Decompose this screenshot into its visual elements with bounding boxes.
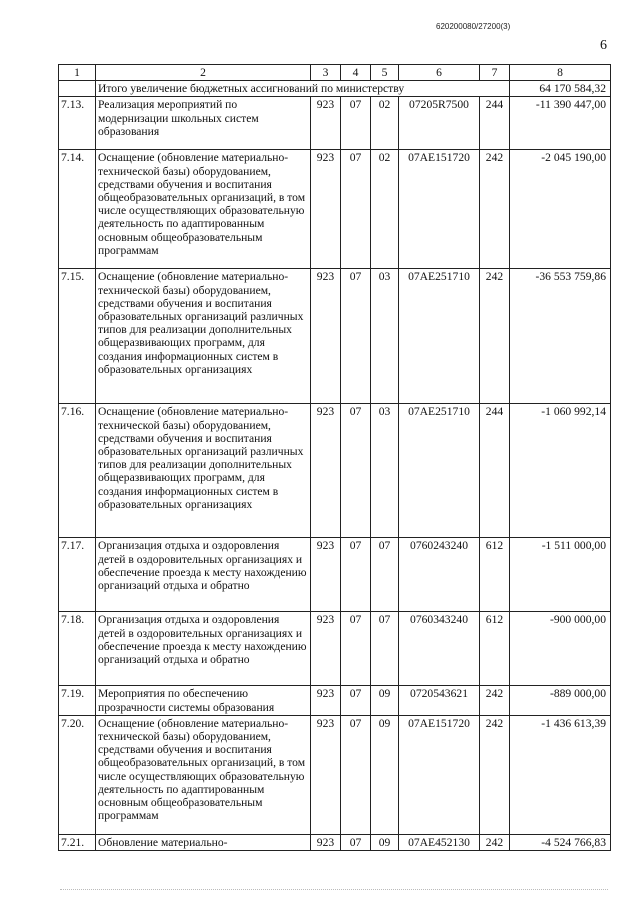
row-target-article: 07АЕ151720 <box>399 715 480 834</box>
row-name: Реализация мероприятий по модернизации школьных систем образования <box>96 97 311 150</box>
scan-edge-line <box>60 889 608 890</box>
row-name: Организация отдыха и оздоровления детей в оздоровительных организациях и обеспечение проезда к месту нахождению организаций отдыха и обратно <box>96 538 311 612</box>
row-number: 7.17. <box>59 538 96 612</box>
row-target-article: 07АЕ452130 <box>399 834 480 850</box>
row-subsection: 02 <box>371 150 399 269</box>
row-target-article: 07205R7500 <box>399 97 480 150</box>
row-amount: -1 511 000,00 <box>510 538 611 612</box>
row-expense-type: 244 <box>480 97 510 150</box>
row-amount: -36 553 759,86 <box>510 269 611 404</box>
table-row <box>59 834 611 850</box>
column-header: 1 <box>59 65 96 81</box>
total-row <box>59 81 611 97</box>
row-section: 07 <box>341 612 371 686</box>
table-row <box>59 715 611 834</box>
table-row <box>59 686 611 715</box>
row-target-article: 0720543621 <box>399 686 480 715</box>
row-name: Оснащение (обновление материально-технической базы) оборудованием, средствами обучения и воспитания образовательных организаций различных типов для реализации дополнительных общеразвивающих программ, для создания информационных систем в образовательных организациях <box>96 269 311 404</box>
row-expense-type: 244 <box>480 404 510 538</box>
table-row <box>59 538 611 612</box>
column-header: 6 <box>399 65 480 81</box>
column-header: 4 <box>341 65 371 81</box>
total-row-number <box>59 81 96 97</box>
budget-table <box>58 64 611 851</box>
row-subsection: 09 <box>371 686 399 715</box>
row-amount: -4 524 766,83 <box>510 834 611 850</box>
row-subsection: 02 <box>371 97 399 150</box>
column-header: 3 <box>311 65 341 81</box>
column-header: 5 <box>371 65 399 81</box>
row-section: 07 <box>341 834 371 850</box>
column-header: 7 <box>480 65 510 81</box>
row-number: 7.18. <box>59 612 96 686</box>
row-department: 923 <box>311 269 341 404</box>
row-department: 923 <box>311 150 341 269</box>
row-department: 923 <box>311 404 341 538</box>
row-target-article: 0760243240 <box>399 538 480 612</box>
row-department: 923 <box>311 97 341 150</box>
row-department: 923 <box>311 612 341 686</box>
row-number: 7.15. <box>59 269 96 404</box>
row-name: Оснащение (обновление материально-технической базы) оборудованием, средствами обучения и воспитания образовательных организаций различных типов для реализации дополнительных общеразвивающих программ, для создания информационных систем в образовательных организациях <box>96 404 311 538</box>
table-row <box>59 612 611 686</box>
row-name: Мероприятия по обеспечению прозрачности системы образования <box>96 686 311 715</box>
row-amount: -1 436 613,39 <box>510 715 611 834</box>
row-expense-type: 242 <box>480 715 510 834</box>
row-section: 07 <box>341 97 371 150</box>
row-target-article: 0760343240 <box>399 612 480 686</box>
table-row <box>59 404 611 538</box>
row-section: 07 <box>341 538 371 612</box>
row-expense-type: 242 <box>480 269 510 404</box>
row-number: 7.21. <box>59 834 96 850</box>
table-row <box>59 97 611 150</box>
column-header: 8 <box>510 65 611 81</box>
row-department: 923 <box>311 715 341 834</box>
row-amount: -1 060 992,14 <box>510 404 611 538</box>
row-name: Обновление материально- <box>96 834 311 850</box>
row-section: 07 <box>341 715 371 834</box>
row-department: 923 <box>311 538 341 612</box>
row-subsection: 09 <box>371 834 399 850</box>
document-code: 620200080/27200(3) <box>436 22 511 31</box>
column-header: 2 <box>96 65 311 81</box>
row-name: Организация отдыха и оздоровления детей в оздоровительных организациях и обеспечение проезда к месту нахождению организаций отдыха и обратно <box>96 612 311 686</box>
row-subsection: 07 <box>371 612 399 686</box>
row-department: 923 <box>311 686 341 715</box>
row-expense-type: 242 <box>480 150 510 269</box>
row-amount: -900 000,00 <box>510 612 611 686</box>
row-section: 07 <box>341 686 371 715</box>
row-target-article: 07АЕ251710 <box>399 269 480 404</box>
row-name: Оснащение (обновление материально-технической базы) оборудованием, средствами обучения и воспитания общеобразовательных организаций, в том числе осуществляющих образовательную деятельность по адаптированным основным общеобразовательным программам <box>96 150 311 269</box>
row-expense-type: 612 <box>480 612 510 686</box>
row-subsection: 03 <box>371 269 399 404</box>
total-amount: 64 170 584,32 <box>510 81 611 97</box>
row-expense-type: 612 <box>480 538 510 612</box>
row-subsection: 09 <box>371 715 399 834</box>
row-number: 7.19. <box>59 686 96 715</box>
total-label: Итого увеличение бюджетных ассигнований по министерству <box>96 81 510 97</box>
row-section: 07 <box>341 150 371 269</box>
row-number: 7.20. <box>59 715 96 834</box>
row-subsection: 07 <box>371 538 399 612</box>
table-row <box>59 269 611 404</box>
row-section: 07 <box>341 269 371 404</box>
row-amount: -889 000,00 <box>510 686 611 715</box>
table-row <box>59 150 611 269</box>
row-expense-type: 242 <box>480 834 510 850</box>
page-number: 6 <box>600 38 607 53</box>
row-number: 7.14. <box>59 150 96 269</box>
table-header-row <box>59 65 611 81</box>
row-subsection: 03 <box>371 404 399 538</box>
row-target-article: 07АЕ251710 <box>399 404 480 538</box>
row-number: 7.16. <box>59 404 96 538</box>
row-department: 923 <box>311 834 341 850</box>
row-amount: -11 390 447,00 <box>510 97 611 150</box>
row-expense-type: 242 <box>480 686 510 715</box>
row-number: 7.13. <box>59 97 96 150</box>
row-target-article: 07АЕ151720 <box>399 150 480 269</box>
row-section: 07 <box>341 404 371 538</box>
row-name: Оснащение (обновление материально-технической базы) оборудованием, средствами обучения и воспитания общеобразовательных организаций, в том числе осуществляющих образовательную деятельность по адаптированным основным общеобразовательным программам <box>96 715 311 834</box>
row-amount: -2 045 190,00 <box>510 150 611 269</box>
